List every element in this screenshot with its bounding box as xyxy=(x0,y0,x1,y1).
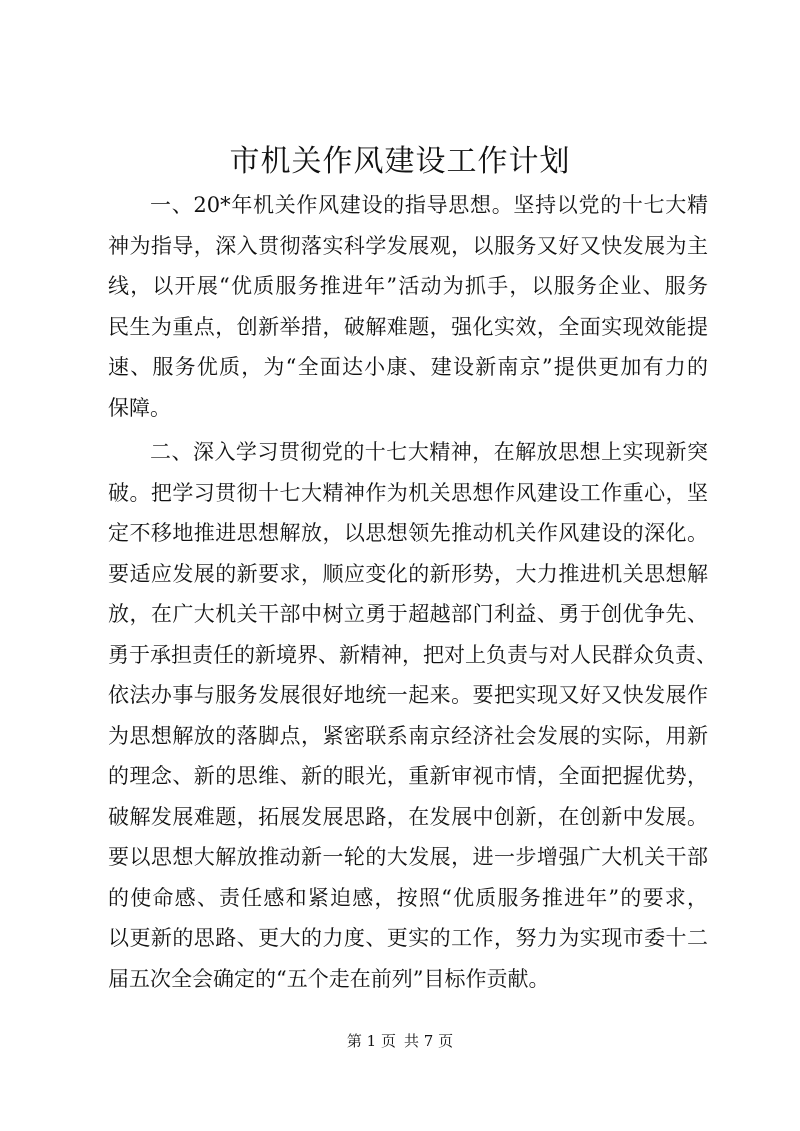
paragraph-line: 的使命感、责任感和紧迫感，按照“优质服务推进年”的要求， xyxy=(108,885,708,910)
paragraph-line: 民生为重点，创新举措，破解难题，强化实效，全面实现效能提 xyxy=(108,314,708,339)
paragraph-line: 要适应发展的新要求，顺应变化的新形势，大力推进机关思想解 xyxy=(108,561,708,586)
page-footer xyxy=(0,1031,800,1051)
paragraph-line: 线，以开展“优质服务推进年”活动为抓手，以服务企业、服务 xyxy=(108,274,708,298)
paragraph-line: 破。把学习贯彻十七大精神作为机关思想作风建设工作重心，坚 xyxy=(108,480,708,505)
paragraph-line: 一、20*年机关作风建设的指导思想。坚持以党的十七大精 xyxy=(150,193,708,217)
page-number: 第 1 页 xyxy=(346,1032,396,1050)
paragraph-line: 的理念、新的思维、新的眼光，重新审视市情，全面把握优势， xyxy=(108,764,708,788)
paragraph-1 xyxy=(108,185,708,428)
paragraph-line: 依法办事与服务发展很好地统一起来。要把实现又好又快发展作 xyxy=(108,683,708,707)
paragraph-line: 破解发展难题，拓展发展思路，在发展中创新，在创新中发展。 xyxy=(108,804,708,829)
paragraph-line: 为思想解放的落脚点，紧密联系南京经济社会发展的实际，用新 xyxy=(108,723,708,748)
page-total: 共 7 页 xyxy=(404,1032,454,1050)
paragraph-line: 以更新的思路、更大的力度、更实的工作，努力为实现市委十二 xyxy=(108,926,708,950)
paragraph-line: 届五次全会确定的“五个走在前列”目标作贡献。 xyxy=(108,966,550,991)
paragraph-line: 保障。 xyxy=(108,395,171,420)
paragraph-2 xyxy=(108,432,717,999)
paragraph-line: 要以思想大解放推动新一轮的大发展，进一步增强广大机关干部 xyxy=(108,845,708,869)
paragraph-line: 二、深入学习贯彻党的十七大精神，在解放思想上实现新突 xyxy=(150,440,708,464)
paragraph-line: 定不移地推进思想解放，以思想领先推动机关作风建设的深化。 xyxy=(108,521,708,545)
document-title: 市机关作风建设工作计划 xyxy=(229,144,571,179)
paragraph-line: 放，在广大机关干部中树立勇于超越部门利益、勇于创优争先、 xyxy=(108,602,708,626)
paragraph-line: 神为指导，深入贯彻落实科学发展观，以服务又好又快发展为主 xyxy=(108,233,708,258)
paragraph-line: 速、服务优质，为“全面达小康、建设新南京”提供更加有力的 xyxy=(108,355,708,379)
paragraph-line: 勇于承担责任的新境界、新精神，把对上负责与对人民群众负责、 xyxy=(108,642,717,667)
